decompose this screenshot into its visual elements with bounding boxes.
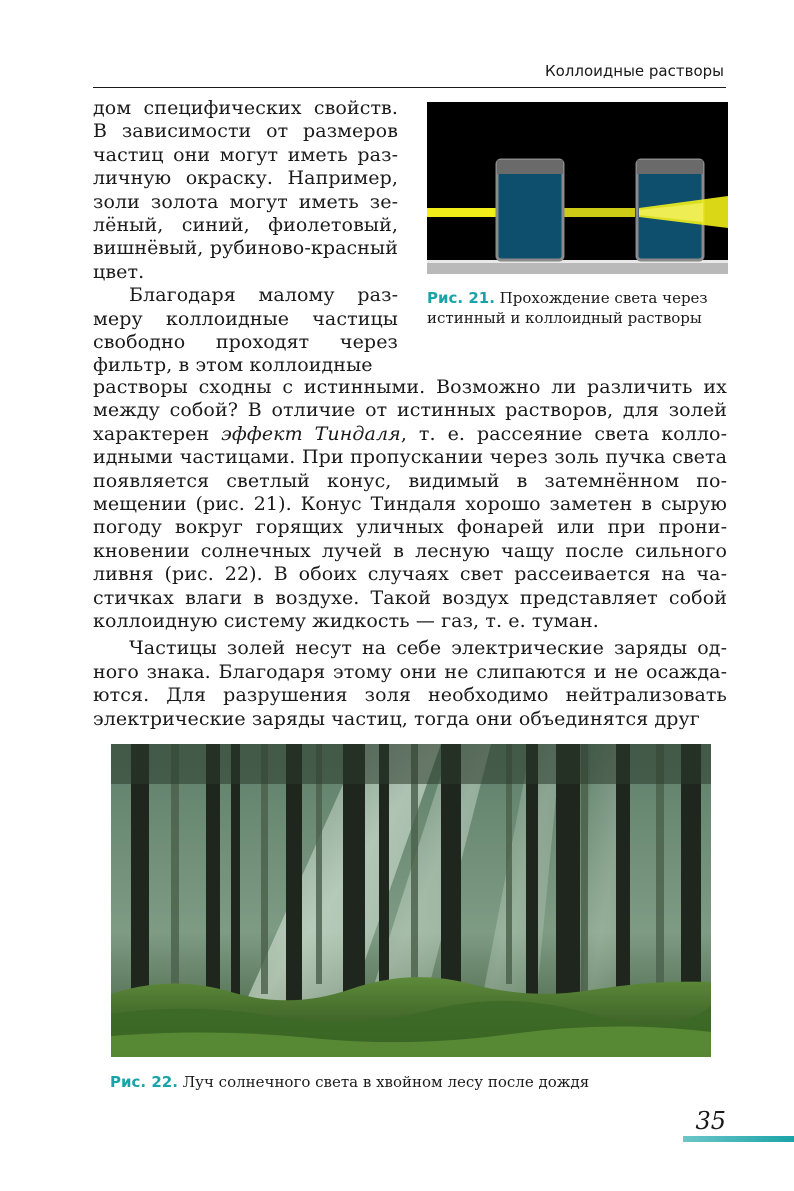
figure-22-caption-text: Луч солнечного света в хвойном лесу после дождя (177, 1073, 590, 1091)
left-column-text (93, 97, 398, 378)
running-header: Коллоидные растворы (544, 62, 724, 80)
full-width-text (93, 376, 727, 731)
figure-21-caption (427, 288, 717, 328)
paragraph-2-continued (93, 376, 727, 633)
paragraph-3: Частицы золей несут на себе электрические заряды одного знака. Благодаря этому они не слипаются и не осаждаются. Для разрушения золя необходимо нейтрализовать электрические заряды частиц, тогда они объединятся друг (93, 637, 727, 730)
page-number-bar (683, 1136, 794, 1142)
paragraph-2-start: Благодаря малому размеру коллоидные частицы свободно проходят через фильтр, в этом коллоидные (93, 284, 398, 377)
figure-22-forest-photo (111, 744, 711, 1057)
page-number: 35 (695, 1107, 726, 1135)
forest-photo-svg (111, 744, 711, 1057)
figure-22-caption (110, 1072, 730, 1092)
header-rule (93, 87, 726, 88)
light-beam-incident (427, 208, 499, 217)
figure-21-label: Рис. 21. (427, 289, 495, 307)
figure-22-label: Рис. 22. (110, 1073, 178, 1091)
figure-21-caption-text: Прохождение света через истинный и коллоидный растворы (427, 289, 708, 327)
paragraph-1: дом специфических свойств. В зависимости от размеров частиц они могут иметь различную окраску. Например, золи золота могут иметь зелёный, синий, фиолетовый, вишнёвый, рубиново-красный цвет. (93, 97, 398, 283)
tyndall-svg (427, 102, 728, 274)
tyndall-effect-term: эффект Тиндаля (221, 422, 401, 445)
paragraph-2-part-b: , т. е. рассеяние света коллоидными частицами. При пропускании через золь пучка света появляется светлый конус, видимый в затемнённом помещении (рис. 21). Конус Тиндаля хорошо заметен в сырую погоду вокруг горящих уличных фонарей или при проникновении солнечных лучей в лесную чащу после сильного ливня (рис. 22). В обоих случаях свет рассеивается на частичках влаги в воздухе. Такой воздух представляет собой коллоидную систему жидкость — газ, т. е. туман. (93, 422, 728, 633)
figure-21-tyndall-diagram (427, 102, 728, 274)
paragraph-2-part-a: растворы сходны с истинными. Возможно ли различить их между собой? В отличие от истинных растворов, для золей характерен (93, 376, 727, 445)
beaker-true-solution (497, 160, 563, 260)
